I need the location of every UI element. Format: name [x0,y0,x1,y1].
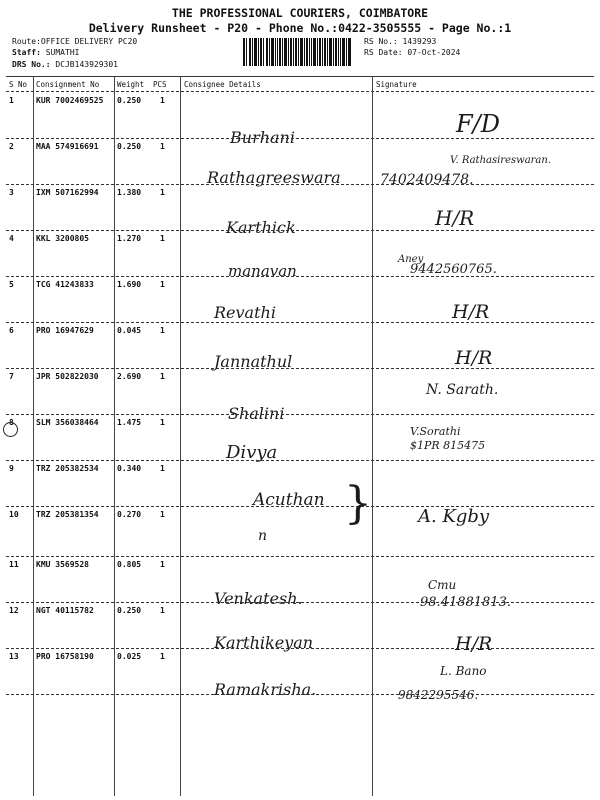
row-signature-handwriting: H/R [455,347,493,369]
barcode-image [243,38,351,66]
row-weight: 0.025 [117,652,142,661]
row-signature-handwriting: Aney [398,254,424,265]
row-sno: 10 [9,510,19,519]
row-weight: 1.380 [117,188,142,197]
row-consignee-handwriting: Shalini [228,404,285,423]
row-consignment-no: TRZ 205381354 [36,510,99,519]
row-consignment-no: PRO 16947629 [36,326,94,335]
row-signature-handwriting: L. Bano [440,664,487,678]
row-pcs: 1 [160,464,165,473]
column-header-signature: Signature [376,80,417,89]
row-signature-handwriting: H/R [455,633,493,655]
row-consignment-no: JPR 502822030 [36,372,99,381]
runsheet-subtitle: Delivery Runsheet - P20 - Phone No.:0422-3505555 - Page No.:1 [88,21,512,35]
row-divider [6,694,594,695]
row-sno: 4 [9,234,14,243]
row-pcs: 1 [160,96,165,105]
rs-no-line [364,37,436,46]
drs-line [12,60,118,69]
row-signature-phone-handwriting: 7402409478. [380,172,474,188]
row-signature-phone-handwriting: 98.41881813. [420,595,511,610]
row-pcs: 1 [160,326,165,335]
row-sno: 6 [9,326,14,335]
row-divider [6,184,594,185]
row-sno: 5 [9,280,14,289]
row-weight: 0.045 [117,326,142,335]
row-consignment-no: SLM 356038464 [36,418,99,427]
row-pcs: 1 [160,188,165,197]
route-value: OFFICE DELIVERY PC20 [40,37,138,46]
row-pcs: 1 [160,142,165,151]
row-consignment-no: KUR 7002469525 [36,96,104,105]
row-consignee-handwriting: Karthick [226,218,296,237]
row-weight: 0.250 [117,96,142,105]
row-divider [6,648,594,649]
row-signature-handwriting: F/D [456,110,500,138]
header-separator [6,91,594,92]
company-title: THE PROFESSIONAL COURIERS, COIMBATORE [171,6,429,20]
rs-date-value: 07-Oct-2024 [407,48,461,57]
table-top-border [6,76,594,77]
row-signature-phone-handwriting: 9442560765. [410,262,497,277]
row-pcs: 1 [160,560,165,569]
row-weight: 0.340 [117,464,142,473]
row-pcs: 1 [160,372,165,381]
row-pcs: 1 [160,418,165,427]
rs-no-value: 1439293 [402,37,437,46]
column-header-sno: S No [9,80,28,89]
row-sno: 11 [9,560,19,569]
staff-value: SUMATHI [45,48,80,57]
row-weight: 1.690 [117,280,142,289]
handdrawn-circle-mark [3,422,18,437]
row-divider [6,602,594,603]
row-divider [6,322,594,323]
route-line [12,37,137,46]
row-consignment-no: TCG 41243833 [36,280,94,289]
row-consignee-handwriting: Ramakrisha. [214,680,317,699]
row-weight: 0.250 [117,142,142,151]
row-signature-handwriting: V.Sorathi [410,425,461,438]
row-consignee-handwriting: Divya [226,442,278,463]
column-header-consignment: Consignment No [36,80,100,89]
row-signature-handwriting: N. Sarath. [426,382,499,398]
row-divider [6,276,594,277]
row-consignment-no: PRO 16758190 [36,652,94,661]
row-signature-handwriting: V. Rathasireswaran. [450,155,552,166]
row-divider [6,230,594,231]
rs-date-label: RS Date: [364,48,403,57]
row-divider [6,368,594,369]
row-consignee-handwriting: manavan [228,262,297,280]
row-sno: 12 [9,606,19,615]
row-sno: 9 [9,464,14,473]
row-pcs: 1 [160,606,165,615]
row-pcs: 1 [160,652,165,661]
row-sno: 13 [9,652,19,661]
row-consignee-handwriting: Revathi [214,303,276,322]
row-consignee-handwriting: Acuthan [253,490,325,510]
row-consignment-no: NGT 40115782 [36,606,94,615]
row-weight: 1.270 [117,234,142,243]
row-consignment-no: KKL 3200805 [36,234,89,243]
column-header-consignee: Consignee Details [184,80,261,89]
row-weight: 0.805 [117,560,142,569]
row-consignee-handwriting: Karthikeyan [214,633,314,652]
row-signature-handwriting: H/R [435,206,475,230]
row-sno: 8 [9,418,14,427]
row-divider [6,138,594,139]
route-label: Route: [12,37,41,46]
row-signature-handwriting: H/R [452,301,490,323]
row-divider [6,556,594,557]
drs-value: DCJB143929301 [55,60,118,69]
row-pcs: 1 [160,280,165,289]
row-consignee-handwriting: Jannathul [214,352,293,371]
drs-label: DRS No.: [12,60,51,69]
rs-no-label: RS No.: [364,37,398,46]
row-sno: 7 [9,372,14,381]
row-signature-handwriting: A. Kgby [418,506,490,527]
row-consignee-handwriting: Venkatesh. [214,589,303,608]
staff-label: Staff: [12,48,41,57]
row-weight: 0.250 [117,606,142,615]
row-divider [6,506,594,507]
row-weight: 1.475 [117,418,142,427]
row-weight: 2.690 [117,372,142,381]
row-divider [6,414,594,415]
rs-date-line [364,48,460,57]
row-consignment-no: KMU 3569528 [36,560,89,569]
row-consignment-no: MAA 574916691 [36,142,99,151]
row-signature-phone-handwriting: $1PR 815475 [410,439,486,452]
row-weight: 0.270 [117,510,142,519]
row-signature-phone-handwriting: 9842295546. [398,688,479,702]
row-pcs: 1 [160,234,165,243]
row-consignee-handwriting: Burhani [230,128,295,147]
row-consignee-handwriting: Rathagreeswara [207,168,341,187]
row-sno: 3 [9,188,14,197]
row-consignee-handwriting: n [258,528,268,544]
row-divider [6,460,594,461]
row-signature-handwriting: Cmu [428,578,457,592]
handdrawn-brace-mark: } [344,478,372,529]
row-pcs: 1 [160,510,165,519]
column-header-weight: Weight [117,80,145,89]
row-sno: 2 [9,142,14,151]
row-consignment-no: TRZ 205382534 [36,464,99,473]
column-header-pcs: PCS [153,80,167,89]
row-consignment-no: IXM 507162994 [36,188,99,197]
row-sno: 1 [9,96,14,105]
staff-line [12,48,79,57]
